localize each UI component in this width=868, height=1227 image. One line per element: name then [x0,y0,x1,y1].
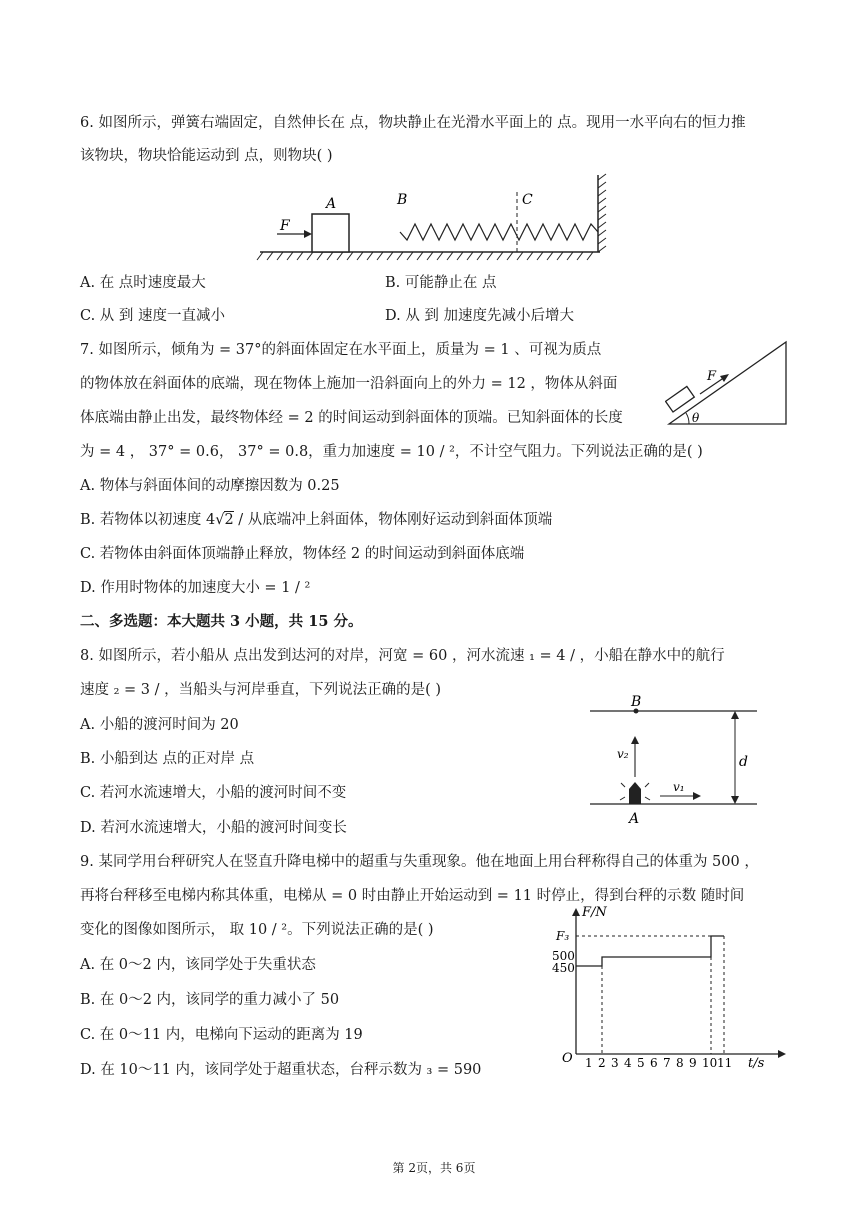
q7-line4: 为 = 4 ， 37° = 0.6， 37° = 0.8，重力加速度 = 10 / ²，不计空气阻力。下列说法正确的是( ) [80,444,703,460]
ytick-500: 500 [552,949,575,963]
q9-f-t-graph [552,902,792,1070]
xtick-3: 3 [611,1056,619,1070]
label-A8: A [629,811,640,827]
q7-incline-figure [665,338,790,428]
q9-line2: 再将台秤移至电梯内称其体重，电梯从 = 0 时由静止开始运动到 = 11 时停止，得到台秤的示数 随时间 [80,888,745,904]
xtick-10: 10 [702,1056,718,1070]
label-B: B [397,192,408,208]
q8-option-a: A. 小船的渡河时间为 20 [80,717,239,733]
label-F7: F [707,369,717,384]
q6-line2: 该物块，物块恰能运动到 点，则物块( ) [80,148,333,164]
section-heading: 二、多选题：本大题共 3 小题，共 15 分。 [80,613,363,630]
q6-line1: 6. 如图所示，弹簧右端固定，自然伸长在 点，物块静止在光滑水平面上的 点。现用一水平向右的恒力推 [80,115,746,131]
q9-option-a: A. 在 0～2 内，该同学处于失重状态 [80,957,316,973]
label-d: d [739,754,748,770]
label-v2: v₂ [617,747,629,761]
xtick-11: 11 [717,1056,733,1070]
q7-option-c: C. 若物体由斜面体顶端静止释放，物体经 2 的时间运动到斜面体底端 [80,546,525,562]
x-axis-label: t/s [748,1056,765,1070]
q7-option-b-suffix: / 从底端冲上斜面体，物体刚好运动到斜面体顶端 [233,512,553,528]
xtick-6: 6 [650,1056,658,1070]
q9-line3: 变化的图像如图所示， 取 10 / ²。下列说法正确的是( ) [80,922,434,938]
xtick-1: 1 [585,1056,593,1070]
xtick-4: 4 [624,1056,632,1070]
q8-line2: 速度 ₂ = 3 / ，当船头与河岸垂直，下列说法正确的是( ) [80,682,442,698]
xtick-9: 9 [689,1056,697,1070]
q7-line3: 体底端由静止出发，最终物体经 = 2 的时间运动到斜面体的顶端。已知斜面体的长度 [80,410,623,426]
block-A [312,214,349,252]
q7-option-d: D. 作用时物体的加速度大小 = 1 / ² [80,580,311,596]
origin-label: O [562,1051,573,1066]
q6-option-a: A. 在 点时速度最大 [80,275,206,291]
xtick-7: 7 [663,1056,671,1070]
q6-option-d: D. 从 到 加速度先减小后增大 [385,308,575,324]
q9-option-b: B. 在 0～2 内，该同学的重力减小了 50 [80,992,340,1008]
q8-line1: 8. 如图所示，若小船从 点出发到达河的对岸，河宽 = 60 ，河水流速 ₁ = 4 / ，小船在静水中的航行 [80,648,725,664]
page-footer: 第 2页，共 6页 [392,1161,476,1175]
spring [400,224,598,240]
q7-line1: 7. 如图所示，倾角为 = 37°的斜面体固定在水平面上，质量为 = 1 、可视为质点 [80,342,602,358]
label-B8: B [631,694,642,710]
q7-option-a: A. 物体与斜面体间的动摩擦因数为 0.25 [80,478,340,494]
q6-option-b: B. 可能静止在 点 [385,275,497,291]
q8-option-b: B. 小船到达 点的正对岸 点 [80,751,255,767]
xtick-5: 5 [637,1056,645,1070]
q6-option-c: C. 从 到 速度一直减小 [80,308,226,324]
xtick-2: 2 [598,1056,606,1070]
q9-option-c: C. 在 0～11 内，电梯向下运动的距离为 19 [80,1027,363,1043]
label-F3: F₃ [556,929,570,943]
q8-option-d: D. 若河水流速增大，小船的渡河时间变长 [80,820,347,836]
sqrt-symbol: √ [215,512,225,528]
q8-option-c: C. 若河水流速增大，小船的渡河时间不变 [80,785,347,801]
y-axis-label: F/N [582,905,607,920]
label-A: A [326,196,337,212]
q7-option-b-prefix: B. 若物体以初速度 4 [80,512,216,528]
q9-option-d: D. 在 10～11 内，该同学处于超重状态，台秤示数为 ₃ = 590 [80,1062,482,1078]
q7-option-b-radicand: 2 [224,512,234,528]
q9-line1: 9. 某同学用台秤研究人在竖直升降电梯中的超重与失重现象。他在地面上用台秤称得自己的体重为 500 ， [80,854,759,870]
label-F: F [280,218,290,234]
ytick-450: 450 [552,961,575,975]
q8-river-figure [585,692,765,827]
label-theta: θ [692,411,700,425]
label-v1: v₁ [673,780,685,794]
label-C: C [522,192,533,208]
q6-figure [255,170,615,265]
xtick-8: 8 [676,1056,684,1070]
q7-option-b [80,510,552,530]
q7-line2: 的物体放在斜面体的底端，现在物体上施加一沿斜面向上的外力 = 12 ，物体从斜面 [80,376,618,392]
